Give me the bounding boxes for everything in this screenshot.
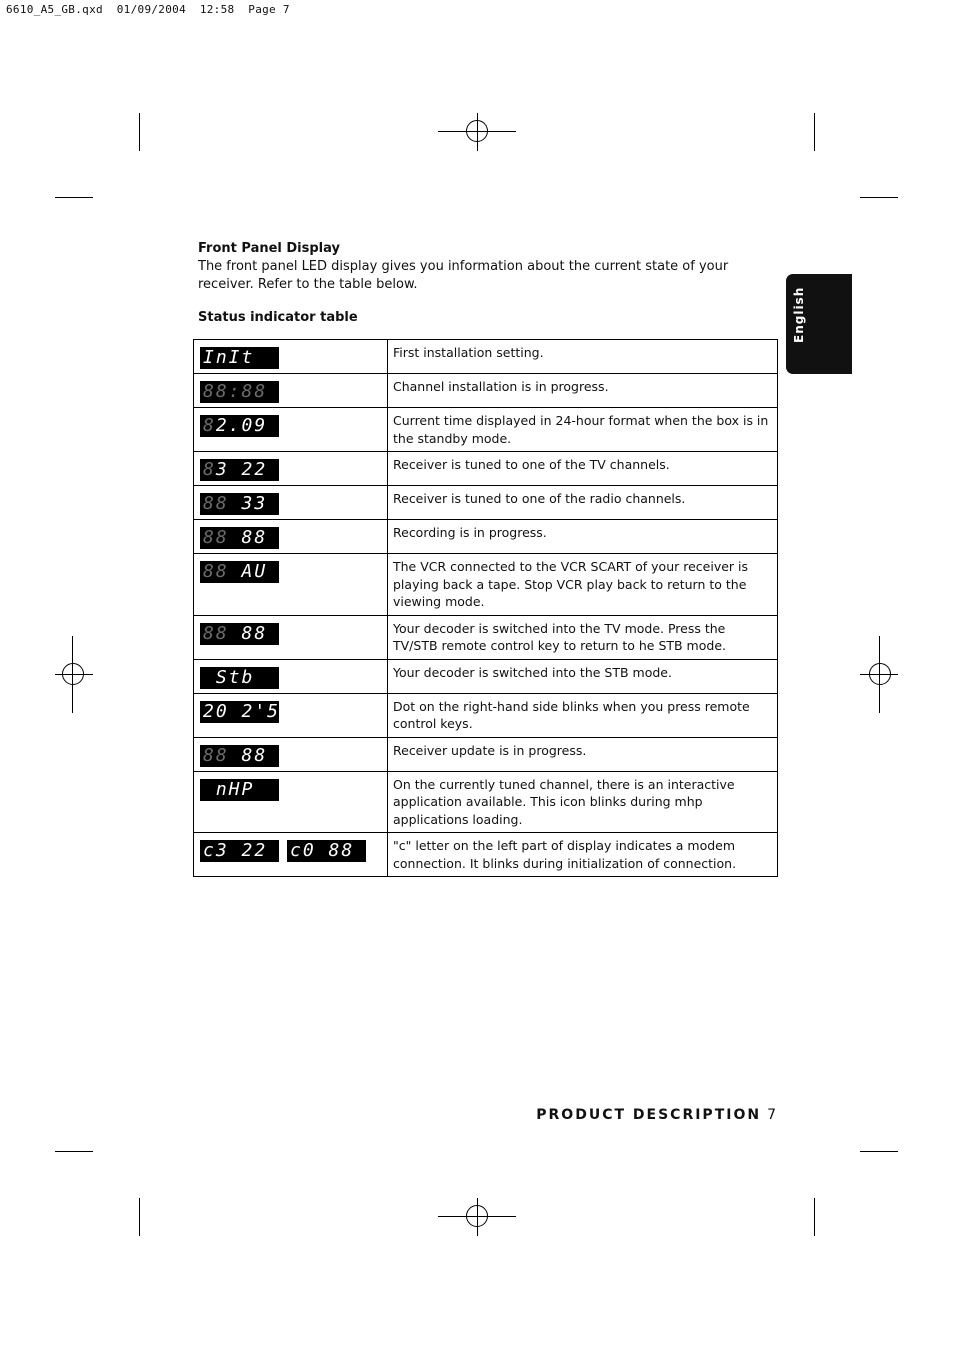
- led-display: [200, 561, 279, 583]
- led-unlit-segments: 8: [203, 459, 216, 480]
- led-display: [200, 701, 279, 723]
- status-description: Receiver is tuned to one of the radio channels.: [388, 486, 778, 520]
- section-body: [198, 240, 778, 327]
- status-description: Dot on the right-hand side blinks when you press remote control keys.: [388, 693, 778, 737]
- led-display: [200, 415, 279, 437]
- led-lit-segments: c3 22: [203, 840, 268, 861]
- table-heading: Status indicator table: [198, 310, 358, 325]
- table-row: [194, 771, 778, 833]
- led-lit-segments: 33: [241, 493, 268, 514]
- table-row: [194, 659, 778, 693]
- table-row: [194, 615, 778, 659]
- led-unlit-segments: 88:88: [203, 381, 268, 402]
- led-lit-segments: AU: [241, 561, 268, 582]
- table-row: [194, 374, 778, 408]
- table-row: [194, 340, 778, 374]
- led-display-cell: [194, 520, 388, 554]
- footer-label: PRODUCT DESCRIPTION: [536, 1107, 762, 1123]
- led-display: [200, 493, 279, 515]
- table-row: [194, 520, 778, 554]
- led-display: [200, 623, 279, 645]
- led-display-cell: [194, 408, 388, 452]
- led-lit-segments: Stb: [203, 666, 255, 688]
- led-display-cell: [194, 833, 388, 877]
- led-lit-segments: 2.09: [215, 415, 268, 436]
- led-display-cell: [194, 659, 388, 693]
- led-unlit-segments: 88: [203, 744, 242, 766]
- intro-paragraph: The front panel LED display gives you information about the current state of your receiver. Refer to the table below.: [198, 259, 729, 292]
- table-row: [194, 833, 778, 877]
- led-display-cell: [194, 737, 388, 771]
- table-row: [194, 486, 778, 520]
- table-row: [194, 554, 778, 616]
- led-display-cell: [194, 693, 388, 737]
- status-indicator-table: [193, 339, 778, 877]
- page-number: 7: [767, 1107, 776, 1123]
- table-row: [194, 408, 778, 452]
- led-lit-segments: 88: [241, 527, 268, 548]
- led-lit-segments: c0 88: [290, 840, 355, 861]
- led-lit-segments: 88: [241, 622, 268, 644]
- led-unlit-segments: 8: [203, 415, 216, 436]
- led-display: [200, 840, 279, 862]
- led-display-cell: [194, 374, 388, 408]
- led-lit-segments: 3 22: [215, 459, 268, 480]
- led-display: [200, 779, 279, 801]
- led-display-cell: [194, 615, 388, 659]
- led-display: [200, 347, 279, 369]
- table-row: [194, 452, 778, 486]
- led-lit-segments: nHP: [203, 778, 255, 800]
- status-description: Channel installation is in progress.: [388, 374, 778, 408]
- status-description: Receiver is tuned to one of the TV channels.: [388, 452, 778, 486]
- led-display-cell: [194, 771, 388, 833]
- led-display: [200, 381, 279, 403]
- print-slug: 6610_A5_GB.qxd 01/09/2004 12:58 Page 7: [6, 3, 290, 16]
- status-description: "c" letter on the left part of display indicates a modem connection. It blinks during initialization of connection.: [388, 833, 778, 877]
- status-description: On the currently tuned channel, there is an interactive application available. This icon blinks during mhp applications loading.: [388, 771, 778, 833]
- led-lit-segments: 88: [241, 744, 268, 766]
- status-description: Receiver update is in progress.: [388, 737, 778, 771]
- status-description: Recording is in progress.: [388, 520, 778, 554]
- led-display: [200, 527, 279, 549]
- led-lit-segments: InIt: [203, 347, 255, 368]
- led-unlit-segments: 88: [203, 527, 242, 548]
- status-description: Your decoder is switched into the TV mode. Press the TV/STB remote control key to return to he STB mode.: [388, 615, 778, 659]
- status-description: First installation setting.: [388, 340, 778, 374]
- led-display-cell: [194, 486, 388, 520]
- led-display: [200, 745, 279, 767]
- led-lit-segments: 20 2'5: [203, 700, 281, 722]
- led-display-cell: [194, 554, 388, 616]
- language-tab-label: English: [792, 286, 806, 343]
- led-unlit-segments: 88: [203, 561, 242, 582]
- status-description: Current time displayed in 24-hour format when the box is in the standby mode.: [388, 408, 778, 452]
- led-unlit-segments: 88: [203, 622, 242, 644]
- table-row: [194, 737, 778, 771]
- table-row: [194, 693, 778, 737]
- led-display-cell: [194, 340, 388, 374]
- status-description: Your decoder is switched into the STB mode.: [388, 659, 778, 693]
- page-footer: [536, 1107, 776, 1123]
- section-heading: Front Panel Display: [198, 241, 340, 256]
- led-display: [200, 459, 279, 481]
- status-description: The VCR connected to the VCR SCART of your receiver is playing back a tape. Stop VCR play back to return to the viewing mode.: [388, 554, 778, 616]
- led-unlit-segments: 88: [203, 493, 242, 514]
- led-display: [200, 667, 279, 689]
- led-display: [287, 840, 366, 862]
- led-display-cell: [194, 452, 388, 486]
